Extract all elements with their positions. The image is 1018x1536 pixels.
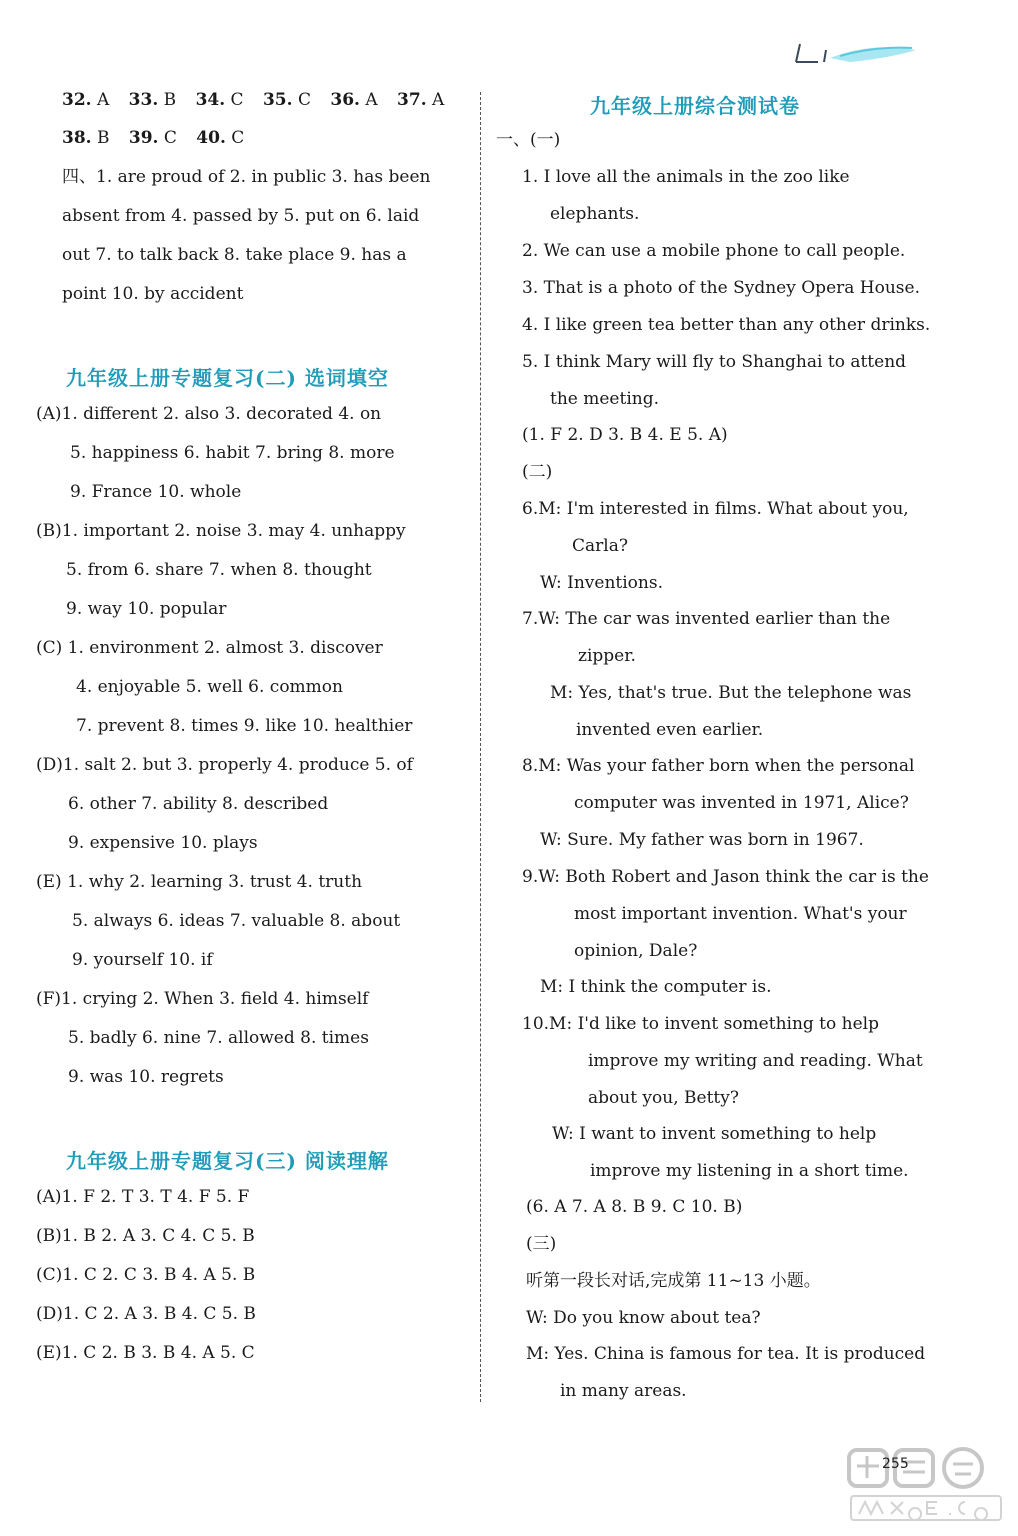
column-divider [480, 92, 481, 1402]
test-line: 10.M: I'd like to invent something to help [522, 1014, 879, 1034]
test-line: W: Inventions. [540, 573, 663, 593]
test-line: (6. A 7. A 8. B 9. C 10. B) [526, 1197, 743, 1217]
section4-line: out 7. to talk back 8. take place 9. has a [62, 245, 407, 265]
test-line: Carla? [572, 536, 628, 556]
test-line: 9.W: Both Robert and Jason think the car is the [522, 867, 929, 887]
test-line: 4. I like green tea better than any other drinks. [522, 315, 931, 335]
test-line: (三) [526, 1234, 557, 1254]
test-line: M: Yes. China is famous for tea. It is produced [526, 1344, 926, 1364]
section4-line: absent from 4. passed by 5. put on 6. laid [62, 206, 420, 226]
watermark-logo [845, 1444, 1005, 1528]
test-line: 1. I love all the animals in the zoo like [522, 167, 850, 187]
test-line: opinion, Dale? [574, 941, 698, 961]
section4-line: point 10. by accident [62, 284, 244, 304]
test-line: improve my writing and reading. What [588, 1051, 923, 1071]
test-line: M: I think the computer is. [540, 977, 772, 997]
test-line: 5. I think Mary will fly to Shanghai to attend [522, 352, 907, 372]
review3-line: (C)1. C 2. C 3. B 4. A 5. B [36, 1265, 256, 1285]
page-number: 255 [882, 1456, 909, 1472]
review2-line: (E) 1. why 2. learning 3. trust 4. truth [36, 872, 363, 892]
header-swoosh-decoration [790, 36, 920, 68]
answers-row-32-37: 32. A 33. B 34. C 35. C 36. A 37. A [62, 90, 445, 110]
review2-line: (B)1. important 2. noise 3. may 4. unhappy [36, 521, 406, 541]
review3-line: (A)1. F 2. T 3. T 4. F 5. F [36, 1187, 250, 1207]
test-line: W: Do you know about tea? [526, 1308, 761, 1328]
test-line: invented even earlier. [576, 720, 764, 740]
test-line: M: Yes, that's true. But the telephone was [550, 683, 912, 703]
review2-line: 7. prevent 8. times 9. like 10. healthier [76, 716, 413, 736]
test-line: 3. That is a photo of the Sydney Opera House. [522, 278, 920, 298]
review2-line: (F)1. crying 2. When 3. field 4. himself [36, 989, 369, 1009]
review3-heading: 九年级上册专题复习(三) 阅读理解 [66, 1149, 389, 1173]
review2-line: 9. was 10. regrets [68, 1067, 224, 1087]
review2-line: (C) 1. environment 2. almost 3. discover [36, 638, 383, 658]
test-line: improve my listening in a short time. [590, 1161, 909, 1181]
test-line: computer was invented in 1971, Alice? [574, 793, 909, 813]
review2-line: 5. happiness 6. habit 7. bring 8. more [70, 443, 395, 463]
review2-line: 5. badly 6. nine 7. allowed 8. times [68, 1028, 369, 1048]
test-line: about you, Betty? [588, 1088, 739, 1108]
review2-line: 9. expensive 10. plays [68, 833, 258, 853]
test-line: W: Sure. My father was born in 1967. [540, 830, 864, 850]
test-line: zipper. [578, 646, 636, 666]
test-line: 8.M: Was your father born when the personal [522, 756, 915, 776]
review3-line: (B)1. B 2. A 3. C 4. C 5. B [36, 1226, 255, 1246]
test-line: 一、(一) [496, 130, 561, 150]
review2-line: 4. enjoyable 5. well 6. common [76, 677, 343, 697]
review2-line: 9. way 10. popular [66, 599, 227, 619]
review2-line: 5. always 6. ideas 7. valuable 8. about [72, 911, 401, 931]
review3-line: (E)1. C 2. B 3. B 4. A 5. C [36, 1343, 255, 1363]
test-line: (1. F 2. D 3. B 4. E 5. A) [522, 425, 728, 445]
review2-line: (A)1. different 2. also 3. decorated 4. on [36, 404, 382, 424]
test-line: elephants. [550, 204, 640, 224]
test-line: 听第一段长对话,完成第 11~13 小题。 [526, 1271, 821, 1291]
test-line: 6.M: I'm interested in films. What about you, [522, 499, 909, 519]
test-line: most important invention. What's your [574, 904, 907, 924]
test-line: the meeting. [550, 389, 659, 409]
answers-row-38-40: 38. B 39. C 40. C [62, 128, 245, 148]
review2-line: 6. other 7. ability 8. described [68, 794, 329, 814]
section4-line: 四、1. are proud of 2. in public 3. has been [62, 167, 431, 187]
review2-line: 9. France 10. whole [70, 482, 242, 502]
test-line: (二) [522, 462, 553, 482]
comprehensive-test-heading: 九年级上册综合测试卷 [590, 94, 800, 118]
test-line: 2. We can use a mobile phone to call people. [522, 241, 906, 261]
review2-line: 9. yourself 10. if [72, 950, 213, 970]
test-line: W: I want to invent something to help [552, 1124, 877, 1144]
test-line: in many areas. [560, 1381, 687, 1401]
review3-line: (D)1. C 2. A 3. B 4. C 5. B [36, 1304, 256, 1324]
review2-heading: 九年级上册专题复习(二) 选词填空 [66, 366, 389, 390]
review2-line: (D)1. salt 2. but 3. properly 4. produce 5. of [36, 755, 413, 775]
test-line: 7.W: The car was invented earlier than the [522, 609, 891, 629]
review2-line: 5. from 6. share 7. when 8. thought [66, 560, 372, 580]
